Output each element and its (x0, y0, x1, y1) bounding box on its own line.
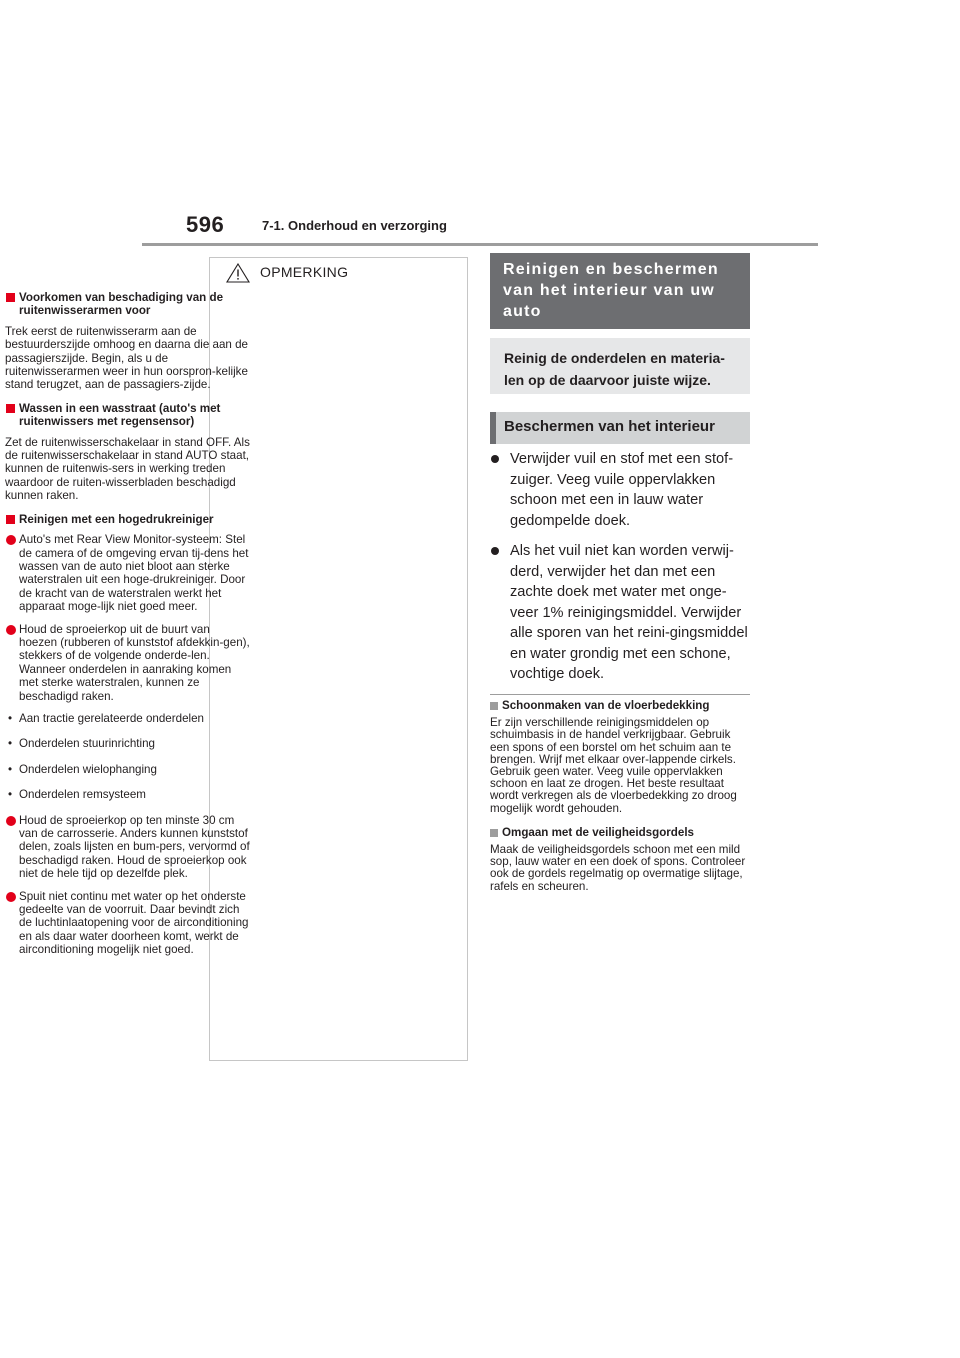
protect-interior-title: Beschermen van het interieur (504, 418, 715, 435)
notice-bullet: • Onderdelen remsysteem (5, 788, 251, 801)
notice-dot-distance: Houd de sproeierkop op ten minste 30 cm van de carrosserie. Anders kunnen kunststof delen, zoals lijsten en bum-pers, vervormd of beschadigd raken. Houd de sproeierkop ook niet de hele tijd op dezelfde plek. (5, 814, 251, 881)
notice-bullet: • Onderdelen stuurinrichting (5, 737, 251, 750)
heading-accent-bar (490, 412, 496, 444)
notice-heading-wipers: Voorkomen van beschadiging van de ruitenwisserarmen voor (5, 291, 251, 318)
floor-text: Er zijn verschillende reinigingsmiddelen op schuimbasis in de handel verkrijgbaar. Gebruik een spons of een borstel om het schuim aan te brengen. Wrijf met elkaar over-lappende cirkels. Gebruik geen water. Veeg vuile oppervlakken schoon en laat ze drogen. Het beste resultaat wordt verkregen als de vloerbedekking zo droog mogelijk wordt gehouden. (490, 716, 737, 815)
interior-heading: Reinigen en beschermen van het interieur van uw auto (490, 253, 750, 329)
notice-content (5, 291, 251, 966)
notice-dot-windshield: Spuit niet continu met water op het onderste gedeelte van de voorruit. Daar bevindt zich de luchtinlaatopening voor de airconditioning en als daar water doorheen komt, werkt de airconditioning mogelijk niet goed. (5, 890, 251, 957)
interior-list-item: Verwijder vuil en stof met een stof-zuiger. Veeg vuile oppervlakken schoon met een in lauw water gedompelde doek. (490, 449, 752, 531)
notice-dot-camera: Auto's met Rear View Monitor-systeem: Stel de camera of de omgeving ervan tij-dens het wassen van de auto niet bloot aan sterke waterstralen uit een hoge-drukreiniger. Door de kracht van de waterstralen werkt het apparaat moge-lijk niet goed meer. (5, 533, 251, 613)
page-number: 596 (186, 212, 225, 237)
warning-triangle-icon (226, 263, 250, 288)
header-rule (142, 243, 818, 246)
interior-list-item: Als het vuil niet kan worden verwij-derd, verwijder het dan met een zachte doek met water met onge-veer 1% reinigingsmiddel. Verwijder alle sporen van het reini-gingsmiddel en water grondig met een schone, vochtige doek. (490, 541, 752, 685)
notice-header (210, 258, 467, 288)
notice-label: OPMERKING (260, 264, 349, 280)
right-notes (490, 700, 752, 905)
notice-bullet: • Onderdelen wielophanging (5, 763, 251, 776)
interior-list (490, 449, 752, 695)
notice-text-wipers: Trek eerst de ruitenwisserarm aan de bestuurderszijde omhoog en daarna die aan de passagierszijde. Begin, als u de ruitenwisserarmen weer in hun oorspron-kelijke stand terugzet, aan de passagiers-zijde. (5, 324, 248, 392)
notice-bullet: • Aan tractie gerelateerde onderdelen (5, 712, 251, 725)
floor-heading: Schoonmaken van de vloerbedekking (490, 700, 752, 712)
right-divider (490, 694, 750, 695)
protect-interior-heading (490, 412, 750, 444)
notice-text-carwash: Zet de ruitenwisserschakelaar in stand OFF. Als de ruitenwisserschakelaar in stand AUTO staat, kunnen de ruitenwis-sers in werking treden waardoor de ruiten-wisserbladen beschadigd kunnen raken. (5, 435, 250, 503)
section-title: 7-1. Onderhoud en verzorging (262, 218, 447, 233)
belt-text: Maak de veiligheidsgordels schoon met een mild sop, lauw water en een doek of spons. Controleer ook de gordels regelmatig op overmatige slijtage, rafels en scheuren. (490, 843, 746, 893)
notice-heading-carwash: Wassen in een wasstraat (auto's met ruitenwissers met regensensor) (5, 402, 251, 429)
intro-box: Reinig de onderdelen en materia-len op de daarvoor juiste wijze. (490, 338, 750, 394)
notice-dot-nozzle: Houd de sproeierkop uit de buurt van hoezen (rubberen of kunststof afdekkin-gen), stekkers of de volgende onderde-len. Wanneer onderdelen in aanraking komen met sterke waterstralen, kunnen ze beschadigd raken. (5, 623, 251, 703)
belt-heading: Omgaan met de veiligheidsgordels (490, 827, 752, 839)
notice-heading-pressure-washer: Reinigen met een hogedrukreiniger (5, 513, 251, 526)
